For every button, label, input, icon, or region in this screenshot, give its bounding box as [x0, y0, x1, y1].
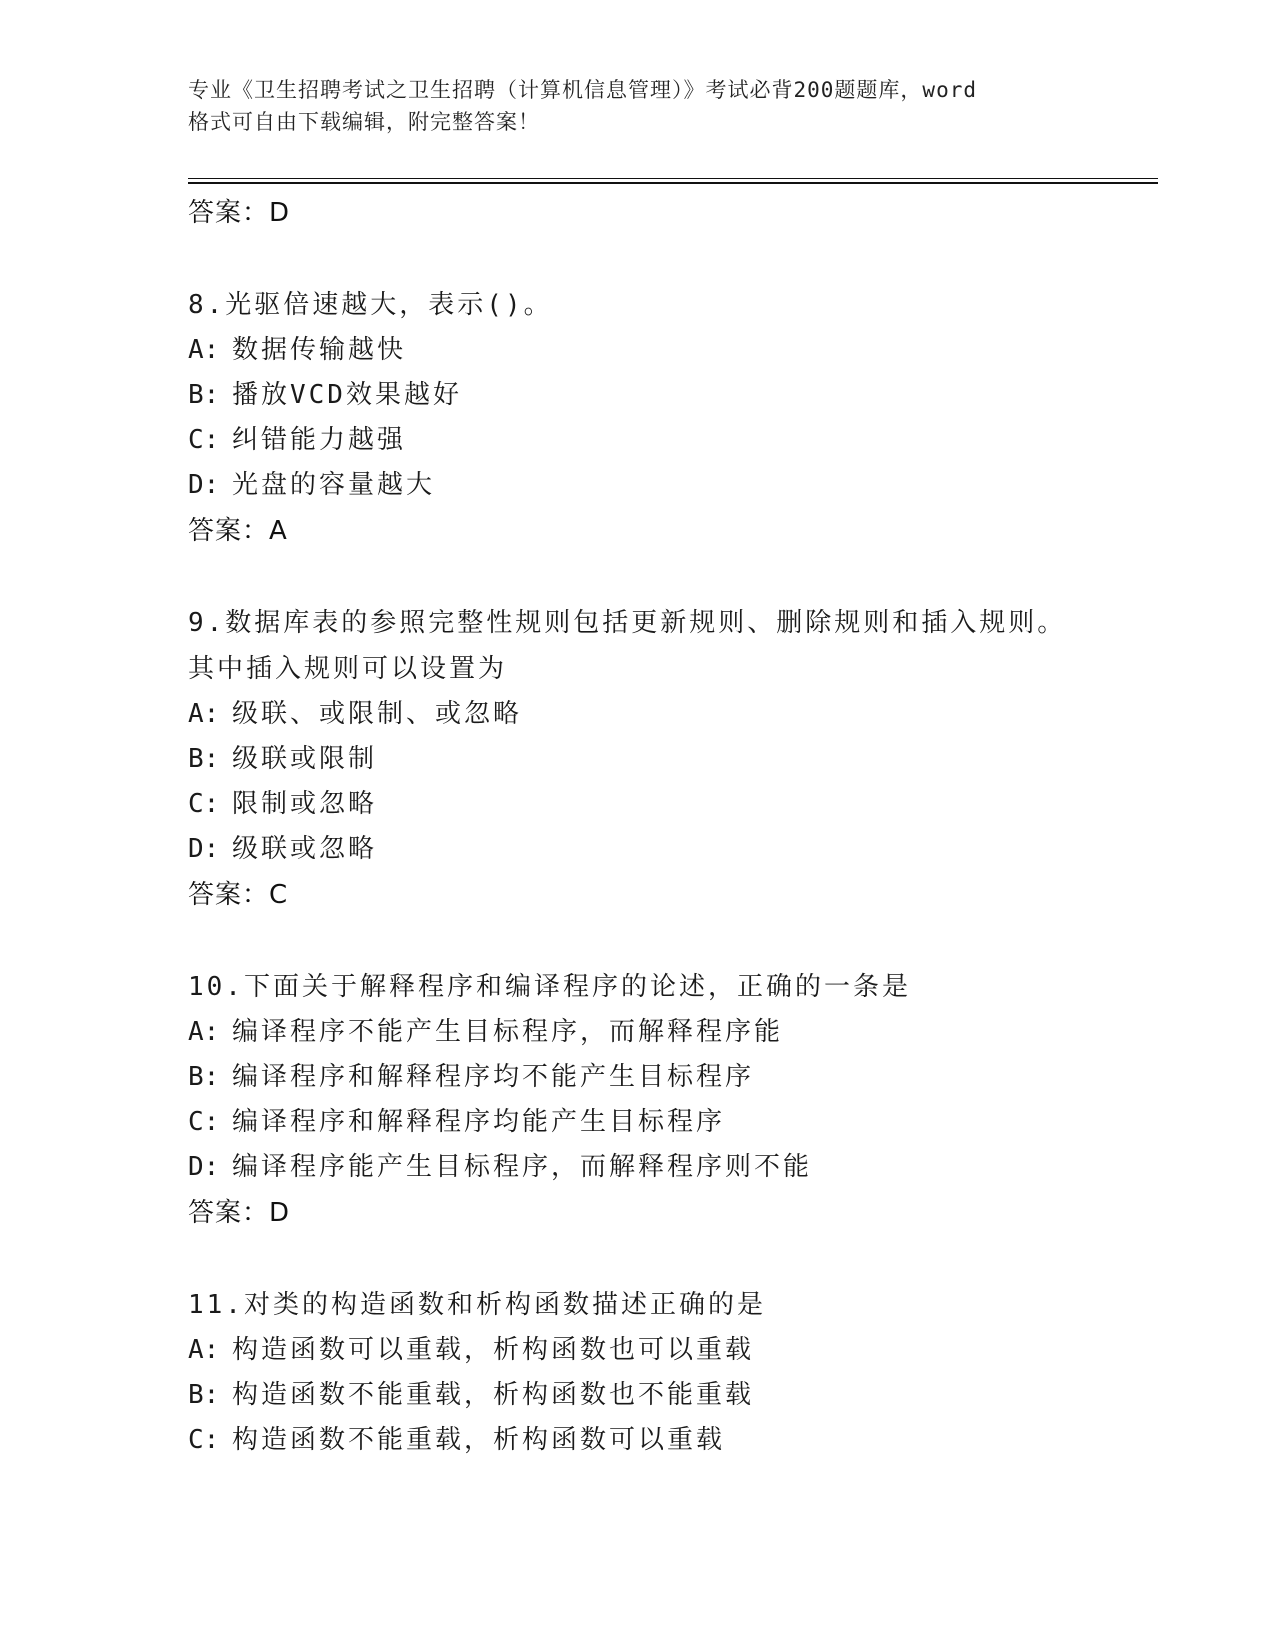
question-stem-continued: 其中插入规则可以设置为 [188, 654, 508, 684]
answer-line: 答案：A [188, 516, 288, 546]
option-label: A: [188, 335, 220, 365]
option-text: 级联或忽略 [232, 834, 378, 864]
option-text: 限制或忽略 [232, 789, 378, 819]
option-a [188, 328, 1148, 373]
answer-line: 答案：D [188, 198, 291, 228]
question-stem: 10.下面关于解释程序和编译程序的论述，正确的一条是 [188, 972, 911, 1002]
option-text: 构造函数不能重载，析构函数可以重载 [232, 1425, 726, 1455]
option-text: 光盘的容量越大 [232, 470, 436, 500]
option-label: C: [188, 789, 220, 819]
question-stem: 8.光驱倍速越大，表示()。 [188, 290, 553, 320]
option-a [188, 1328, 1148, 1373]
option-label: D: [188, 470, 220, 500]
option-d [188, 827, 1148, 872]
option-label: B: [188, 1380, 220, 1410]
header-divider-thin [188, 178, 1158, 179]
option-b [188, 1373, 1148, 1418]
option-b [188, 373, 1148, 418]
option-label: B: [188, 744, 220, 774]
option-text: 构造函数可以重载，析构函数也可以重载 [232, 1335, 755, 1365]
option-label: D: [188, 834, 220, 864]
option-text: 级联或限制 [232, 744, 378, 774]
option-label: A: [188, 1335, 220, 1365]
option-text: 编译程序和解释程序均不能产生目标程序 [232, 1062, 755, 1092]
option-a [188, 1010, 1148, 1055]
option-text: 编译程序和解释程序均能产生目标程序 [232, 1107, 726, 1137]
option-label: C: [188, 1107, 220, 1137]
option-label: A: [188, 699, 220, 729]
document-header [188, 74, 1088, 138]
option-text: 编译程序不能产生目标程序，而解释程序能 [232, 1017, 784, 1047]
question-list [188, 190, 1148, 1463]
question-stem: 11.对类的构造函数和析构函数描述正确的是 [188, 1290, 766, 1320]
option-text: 播放VCD效果越好 [232, 380, 462, 410]
option-label: B: [188, 380, 220, 410]
question-stem: 9.数据库表的参照完整性规则包括更新规则、删除规则和插入规则。 [188, 608, 1067, 638]
option-label: C: [188, 1425, 220, 1455]
option-text: 构造函数不能重载，析构函数也不能重载 [232, 1380, 755, 1410]
option-label: C: [188, 425, 220, 455]
option-label: A: [188, 1017, 220, 1047]
header-line-2: 格式可自由下载编辑，附完整答案！ [188, 110, 540, 134]
option-c [188, 1418, 1148, 1463]
option-text: 纠错能力越强 [232, 425, 407, 455]
option-label: B: [188, 1062, 220, 1092]
option-b [188, 737, 1148, 782]
spacer [188, 554, 1148, 600]
header-divider-thick [188, 182, 1158, 184]
option-c [188, 1100, 1148, 1145]
option-text: 编译程序能产生目标程序，而解释程序则不能 [232, 1152, 813, 1182]
option-text: 级联、或限制、或忽略 [232, 699, 523, 729]
option-d [188, 463, 1148, 508]
header-line-1: 专业《卫生招聘考试之卫生招聘（计算机信息管理）》考试必背200题题库，word [188, 78, 977, 102]
answer-line: 答案：D [188, 1198, 291, 1228]
option-c [188, 782, 1148, 827]
spacer [188, 1236, 1148, 1282]
option-d [188, 1145, 1148, 1190]
option-c [188, 418, 1148, 463]
option-b [188, 1055, 1148, 1100]
option-a [188, 692, 1148, 737]
spacer [188, 236, 1148, 282]
spacer [188, 918, 1148, 964]
option-label: D: [188, 1152, 220, 1182]
option-text: 数据传输越快 [232, 335, 407, 365]
answer-line: 答案：C [188, 880, 289, 910]
